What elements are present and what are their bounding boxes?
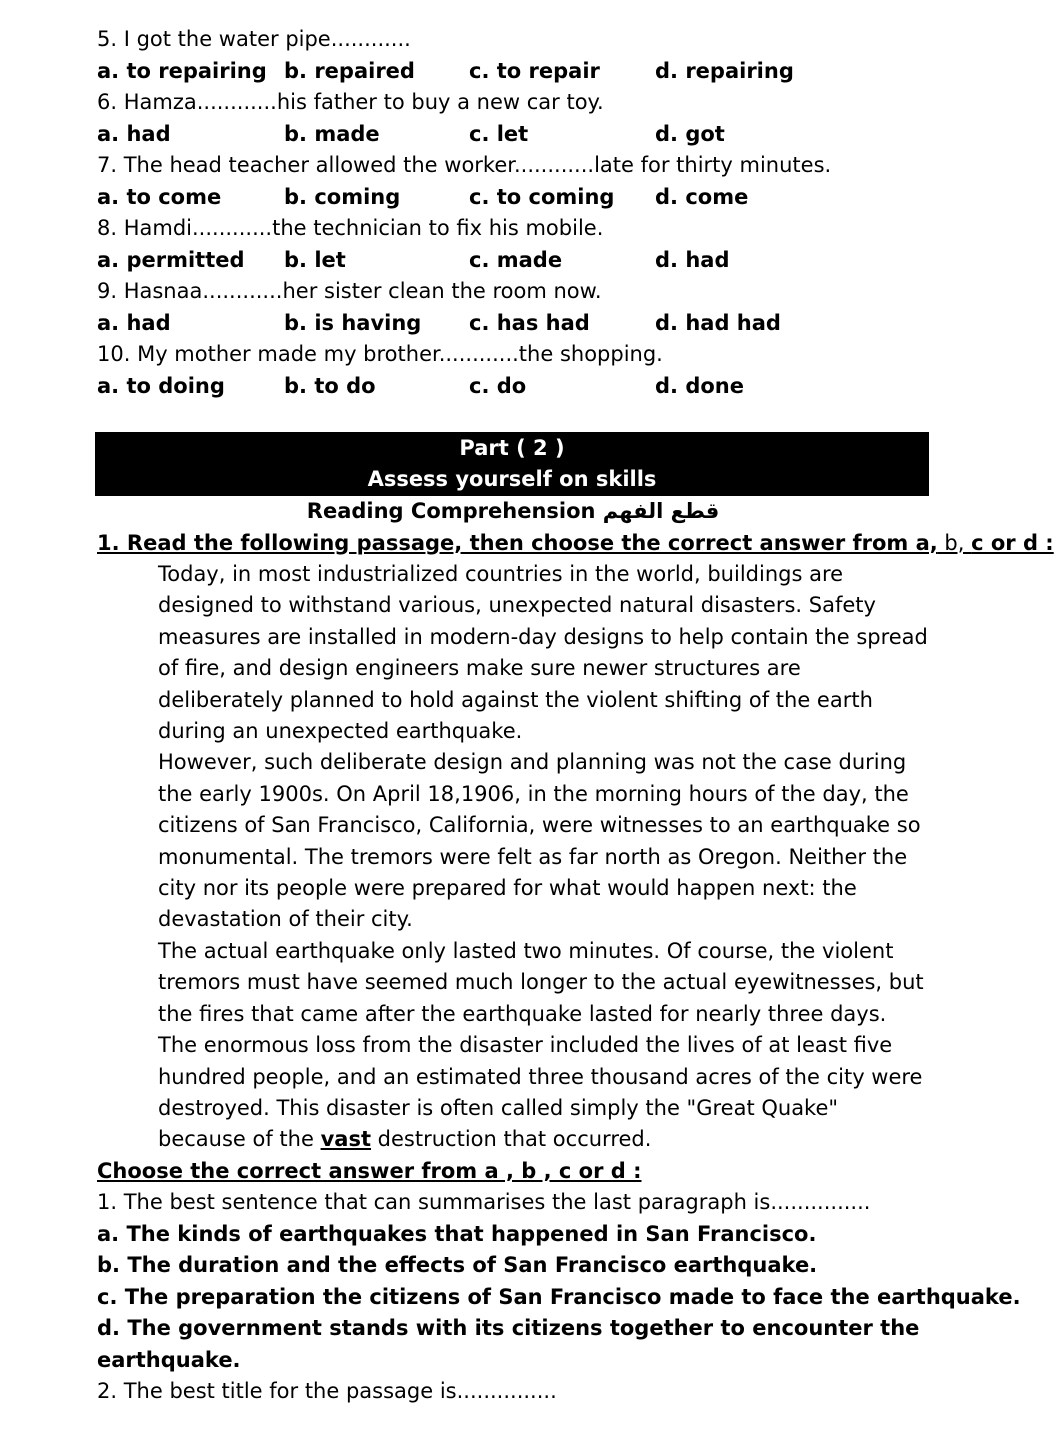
reading-passage xyxy=(97,559,929,1156)
passage-paragraph-1: Today, in most industrialized countries in the world, buildings are designed to withstand various, unexpected natural disasters. Safety measures are installed in modern-day designs to help contain the spread of fire, and design engineers make sure newer structures are deliberately planned to hold against the violent shifting of the earth during an unexpected earthquake. xyxy=(158,562,928,744)
part-title: Part ( 2 ) xyxy=(459,436,565,460)
option-a: a. permitted xyxy=(97,247,245,272)
question-6 xyxy=(97,87,929,150)
reading-heading: Reading Comprehension قطع الفهم xyxy=(306,499,720,523)
option-a: a. to doing xyxy=(97,373,225,398)
option-c: c. to repair xyxy=(469,58,600,83)
question-text: 7. The head teacher allowed the worker............late for thirty minutes. xyxy=(97,153,832,177)
option-b: b. is having xyxy=(284,310,422,335)
option-d: d. had had xyxy=(655,310,781,335)
option-b: b. to do xyxy=(284,373,376,398)
option-b: b. repaired xyxy=(284,58,415,83)
options-row xyxy=(97,371,929,403)
option-c: c. do xyxy=(469,373,527,398)
option-b: b. let xyxy=(284,247,346,272)
question-text: 6. Hamza............his father to buy a new car toy. xyxy=(97,90,604,114)
question-text: 9. Hasnaa............her sister clean the room now. xyxy=(97,279,602,303)
spacer xyxy=(97,402,929,432)
option-a: a. to repairing xyxy=(97,58,267,83)
question-text: 8. Hamdi............the technician to fix his mobile. xyxy=(97,216,604,240)
question-5 xyxy=(97,24,929,87)
mcq-option-a: a. The kinds of earthquakes that happened in San Francisco. xyxy=(97,1221,817,1246)
options-row xyxy=(97,182,929,214)
options-row xyxy=(97,119,929,151)
reading-instruction: 1. Read the following passage, then choose the correct answer from a, b, c or d : xyxy=(97,530,1054,555)
mcq-question-1: 1. The best sentence that can summarises the last paragraph is............... xyxy=(97,1190,871,1215)
option-d: d. had xyxy=(655,247,730,272)
option-d: d. got xyxy=(655,121,725,146)
question-text: 10. My mother made my brother............the shopping. xyxy=(97,342,663,366)
mcq-heading: Choose the correct answer from a , b , c or d : xyxy=(97,1158,642,1183)
mcq-question-2: 2. The best title for the passage is............... xyxy=(97,1379,557,1404)
option-a: a. had xyxy=(97,121,171,146)
passage-paragraph-3: The actual earthquake only lasted two minutes. Of course, the violent tremors must have seemed much longer to the actual eyewitnesses, but the fires that came after the earthquake lasted for nearly three days. The enormous loss from the disaster included the lives of at least five hundred people, and an estimated three thousand acres of the city were destroyed. This disaster is often called simply the "Great Quake" because of the vast destruction that occurred. xyxy=(158,938,924,1152)
part-banner xyxy=(95,432,929,496)
option-c: c. has had xyxy=(469,310,590,335)
grammar-questions xyxy=(97,24,929,402)
passage-paragraph-2: However, such deliberate design and planning was not the case during the early 1900s. On April 18,1906, in the morning hours of the day, the citizens of San Francisco, California, were witnesses to an earthquake so monumental. The tremors were felt as far north as Oregon. Neither the city nor its people were prepared for what would happen next: the devastation of their city. xyxy=(158,750,921,932)
mcq-option-c: c. The preparation the citizens of San Francisco made to face the earthquake. xyxy=(97,1284,1021,1309)
part-subtitle: Assess yourself on skills xyxy=(367,467,657,491)
option-c: c. made xyxy=(469,247,563,272)
mcq-option-b: b. The duration and the effects of San Francisco earthquake. xyxy=(97,1253,818,1278)
options-row xyxy=(97,308,929,340)
question-text: 5. I got the water pipe............ xyxy=(97,27,411,51)
highlighted-word: vast xyxy=(320,1127,371,1152)
option-c: c. to coming xyxy=(469,184,615,209)
option-d: d. come xyxy=(655,184,749,209)
option-a: a. to come xyxy=(97,184,222,209)
question-10 xyxy=(97,339,929,402)
option-c: c. let xyxy=(469,121,529,146)
mcq-option-d: d. The government stands with its citizens together to encounter the earthquake. xyxy=(97,1316,920,1372)
option-d: d. repairing xyxy=(655,58,794,83)
options-row xyxy=(97,245,929,277)
options-row xyxy=(97,56,929,88)
option-b: b. made xyxy=(284,121,380,146)
question-9 xyxy=(97,276,929,339)
question-7 xyxy=(97,150,929,213)
option-a: a. had xyxy=(97,310,171,335)
option-b: b. coming xyxy=(284,184,401,209)
worksheet-page xyxy=(97,24,1054,1408)
option-d: d. done xyxy=(655,373,744,398)
question-8 xyxy=(97,213,929,276)
